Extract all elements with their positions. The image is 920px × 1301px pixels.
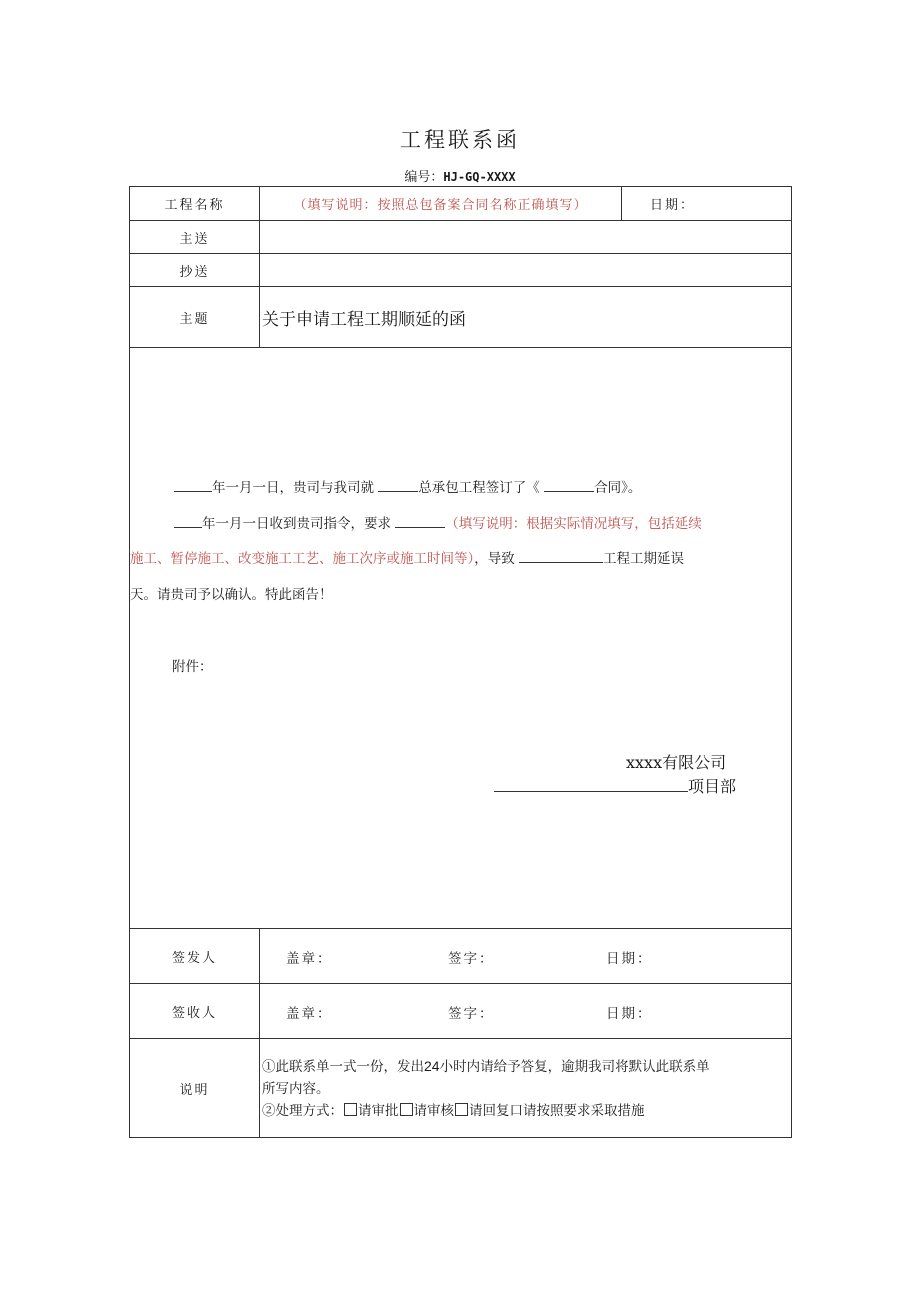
project-name-field[interactable]: （填写说明：按照总包备案合同名称正确填写） xyxy=(260,187,622,221)
receiver-seal-field[interactable]: 盖章： xyxy=(286,1006,333,1022)
note-label: 说明 xyxy=(130,1039,260,1138)
subject-field[interactable]: 关于申请工程工期顺延的函 xyxy=(260,287,792,348)
date-field[interactable]: 日期： xyxy=(622,187,792,221)
paragraph-3: 天。请贵司予以确认。特此函告！ xyxy=(130,587,333,603)
attachment-label: 附件： xyxy=(172,659,213,675)
blank-year-1[interactable] xyxy=(174,478,212,492)
letter-body xyxy=(130,348,792,929)
issuer-label: 签发人 xyxy=(130,929,260,984)
blank-project-2[interactable] xyxy=(519,549,603,563)
note-content xyxy=(260,1039,792,1138)
checkbox-approve[interactable] xyxy=(344,1103,357,1116)
blank-project-1[interactable] xyxy=(378,478,418,492)
issuer-sign-row xyxy=(260,929,792,984)
checkbox-review[interactable] xyxy=(400,1103,413,1116)
number-label: 编号： xyxy=(404,170,444,185)
document-number xyxy=(0,166,920,185)
document-title: 工程联系函 xyxy=(400,128,520,152)
company-name: xxxx有限公司 xyxy=(626,753,727,772)
blank-year-2[interactable] xyxy=(174,514,202,528)
paragraph-1: 年一月一日，贵司与我司就 总承包工程签订了《 合同》。 xyxy=(174,476,641,496)
issuer-date-field[interactable]: 日期： xyxy=(606,951,653,967)
blank-contract[interactable] xyxy=(544,478,594,492)
receiver-signature-field[interactable]: 签字： xyxy=(448,1006,495,1022)
receiver-label: 签收人 xyxy=(130,984,260,1039)
to-field[interactable] xyxy=(260,221,792,254)
contact-letter-form xyxy=(129,186,792,1138)
cc-label: 抄送 xyxy=(130,254,260,287)
paragraph-2-line-2: 施工、暂停施工、改变施工工艺、施工次序或施工时间等），导致 工程工期延误 xyxy=(130,551,685,567)
issuer-signature-field[interactable]: 签字： xyxy=(448,951,495,967)
checkbox-reply[interactable] xyxy=(455,1103,468,1116)
to-label: 主送 xyxy=(130,221,260,254)
note-line-1: ①此联系单一式一份，发出24小时内请给予答复，逾期我司将默认此联系单 xyxy=(262,1057,710,1075)
note-line-2: 所写内容。 xyxy=(262,1080,330,1097)
number-value: HJ-GQ-XXXX xyxy=(443,170,516,184)
blank-requirement[interactable] xyxy=(395,514,445,528)
receiver-date-field[interactable]: 日期： xyxy=(606,1006,653,1022)
note-line-3: ②处理方式： 请审批 请审核 请回复口请按照要求采取措施 xyxy=(262,1102,645,1119)
project-name-label: 工程名称 xyxy=(130,187,260,221)
paragraph-2-line-1: 年一月一日收到贵司指令，要求 （填写说明：根据实际情况填写，包括延续 xyxy=(174,512,702,532)
cc-field[interactable] xyxy=(260,254,792,287)
project-department: 项目部 xyxy=(494,774,736,797)
issuer-seal-field[interactable]: 盖章： xyxy=(286,951,333,967)
subject-label: 主题 xyxy=(130,287,260,348)
receiver-sign-row xyxy=(260,984,792,1039)
blank-department[interactable] xyxy=(494,776,688,792)
